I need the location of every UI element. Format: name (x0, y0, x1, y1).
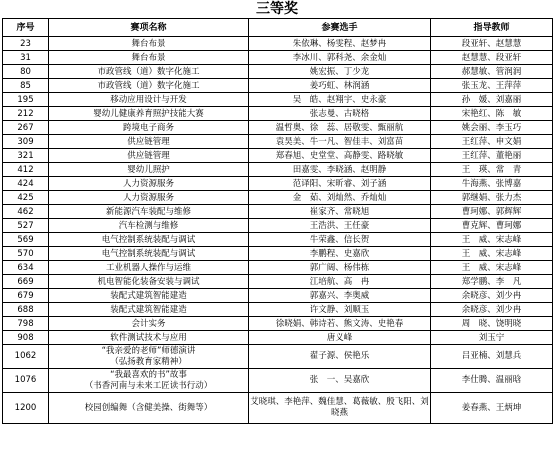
row-number: 212 (3, 107, 49, 121)
teachers: 王 威、宋志峰 (431, 261, 553, 275)
event-name: 新能源汽车装配与维修 (49, 205, 249, 219)
row-number: 425 (3, 191, 49, 205)
row-number: 23 (3, 37, 49, 51)
teachers: 王 威、宋志峰 (431, 233, 553, 247)
teachers: 余晓彦、刘少冉 (431, 289, 553, 303)
teachers: 余晓彦、刘少冉 (431, 303, 553, 317)
players: 江培航、高 冉 (249, 275, 431, 289)
award-table (2, 18, 553, 424)
row-number: 798 (3, 317, 49, 331)
row-number: 321 (3, 149, 49, 163)
row-number: 1076 (3, 369, 49, 393)
players: 李冰川、郭科尧、余金灿 (249, 51, 431, 65)
row-number: 570 (3, 247, 49, 261)
teachers: 李仕腾、温丽晗 (431, 369, 553, 393)
header-no: 序号 (3, 19, 49, 37)
players: 朱依琳、杨雯程、赵梦冉 (249, 37, 431, 51)
table-row (3, 275, 553, 289)
table-row (3, 149, 553, 163)
table-row (3, 37, 553, 51)
teachers: 王红萍、董艳丽 (431, 149, 553, 163)
teachers: 刘玉宁 (431, 331, 553, 345)
row-number: 462 (3, 205, 49, 219)
event-name: 移动应用设计与开发 (49, 93, 249, 107)
teachers: 吕亚楠、刘慧兵 (431, 345, 553, 369)
teachers: 周 晓、饶明晓 (431, 317, 553, 331)
players: 徐晓娟、韩诗若、熊文涛、史艳春 (249, 317, 431, 331)
players: 张志曼、古晓格 (249, 107, 431, 121)
row-number: 31 (3, 51, 49, 65)
teachers: 曹珂娜、郭辉辉 (431, 205, 553, 219)
teachers: 宋艳红、陈 敏 (431, 107, 553, 121)
event-name: 市政管线（道）数字化施工 (49, 79, 249, 93)
teachers: 郭继娟、张力杰 (431, 191, 553, 205)
header-players: 参赛选手 (249, 19, 431, 37)
players: 王浩洪、王任豪 (249, 219, 431, 233)
players: 艾晓琪、李艳萍、魏佳慧、葛薇敏、殷飞阳、刘晓燕 (249, 393, 431, 424)
teachers: 赵慧慧、段亚轩 (431, 51, 553, 65)
table-row (3, 219, 553, 233)
row-number: 634 (3, 261, 49, 275)
players: 郭嘉兴、李奥威 (249, 289, 431, 303)
players: 张 一、吴嘉欣 (249, 369, 431, 393)
row-number: 527 (3, 219, 49, 233)
table-row (3, 345, 553, 369)
page-title: 三等奖 (256, 1, 298, 17)
table-row (3, 79, 553, 93)
players: 姚宏振、丁少龙 (249, 65, 431, 79)
table-row (3, 51, 553, 65)
row-number: 424 (3, 177, 49, 191)
row-number: 195 (3, 93, 49, 107)
row-number: 1200 (3, 393, 49, 424)
table-row (3, 393, 553, 424)
teachers: 王 瑛、常 青 (431, 163, 553, 177)
event-name: 装配式建筑智能建造 (49, 289, 249, 303)
teachers: 孙 媛、刘嘉丽 (431, 93, 553, 107)
row-number: 1062 (3, 345, 49, 369)
players: 唐义峰 (249, 331, 431, 345)
row-number: 85 (3, 79, 49, 93)
players: 金 茹、刘灿然、乔灿灿 (249, 191, 431, 205)
row-number: 688 (3, 303, 49, 317)
table-row (3, 303, 553, 317)
event-name: 供应链管理 (49, 149, 249, 163)
table-row (3, 233, 553, 247)
teachers: 姚会丽、李玉巧 (431, 121, 553, 135)
event-name: 供应链管理 (49, 135, 249, 149)
players: 田嘉雯、李晓涵、赵明静 (249, 163, 431, 177)
event-name: “我亲爱的老师”师德演讲 （弘扬教育家精神） (49, 345, 249, 369)
players: 李鹏程、史嘉欣 (249, 247, 431, 261)
event-name: 校园创编舞（含健美操、街舞等） (49, 393, 249, 424)
event-name: 市政管线（道）数字化施工 (49, 65, 249, 79)
players: 温哲奥、徐 蕊、居敬雯、甄丽航 (249, 121, 431, 135)
row-number: 908 (3, 331, 49, 345)
event-name: 舞台布景 (49, 37, 249, 51)
players: 吴 皓、赵翔宇、史永豪 (249, 93, 431, 107)
players: 崔家齐、常晓旭 (249, 205, 431, 219)
table-row (3, 107, 553, 121)
table-row (3, 261, 553, 275)
event-name: 电气控制系统装配与调试 (49, 233, 249, 247)
row-number: 412 (3, 163, 49, 177)
table-row (3, 121, 553, 135)
teachers: 姜春燕、王炳坤 (431, 393, 553, 424)
row-number: 309 (3, 135, 49, 149)
players: 姜巧虹、林润涵 (249, 79, 431, 93)
event-name: 跨境电子商务 (49, 121, 249, 135)
teachers: 张玉龙、王萍萍 (431, 79, 553, 93)
players: 牛荣鑫、信长贺 (249, 233, 431, 247)
teachers: 郑学鹏、李 凡 (431, 275, 553, 289)
event-name: 电气控制系统装配与调试 (49, 247, 249, 261)
row-number: 669 (3, 275, 49, 289)
table-row (3, 317, 553, 331)
table-row (3, 135, 553, 149)
teachers: 牛海燕、张博嘉 (431, 177, 553, 191)
event-name: 婴幼儿健康养育照护技能大赛 (49, 107, 249, 121)
table-row (3, 93, 553, 107)
table-row (3, 205, 553, 219)
table-row (3, 369, 553, 393)
players: 郭广阔、杨伟栋 (249, 261, 431, 275)
event-name: 舞台布景 (49, 51, 249, 65)
row-number: 267 (3, 121, 49, 135)
teachers: 王 威、宋志峰 (431, 247, 553, 261)
teachers: 王红萍、申文娟 (431, 135, 553, 149)
event-name: 会计实务 (49, 317, 249, 331)
players: 范译阳、宋昕睿、刘子涵 (249, 177, 431, 191)
row-number: 569 (3, 233, 49, 247)
event-name: 软件测试技术与应用 (49, 331, 249, 345)
table-row (3, 177, 553, 191)
players: 许文静、刘顺玉 (249, 303, 431, 317)
players: 翟子源、侯艳乐 (249, 345, 431, 369)
row-number: 80 (3, 65, 49, 79)
event-name: 汽车检测与维修 (49, 219, 249, 233)
table-row (3, 247, 553, 261)
header-teachers: 指导教师 (431, 19, 553, 37)
players: 郑春旭、史堂堂、高静雯、路晓敏 (249, 149, 431, 163)
row-number: 679 (3, 289, 49, 303)
table-row (3, 65, 553, 79)
teachers: 曹克辉、曹珂娜 (431, 219, 553, 233)
event-name: 婴幼儿照护 (49, 163, 249, 177)
table-row (3, 191, 553, 205)
table-row (3, 331, 553, 345)
table-body (3, 37, 553, 424)
teachers: 段亚轩、赵慧慧 (431, 37, 553, 51)
event-name: 人力资源服务 (49, 177, 249, 191)
event-name: 工业机器人操作与运维 (49, 261, 249, 275)
teachers: 郝慧敏、管润润 (431, 65, 553, 79)
table-row (3, 289, 553, 303)
event-name: 装配式建筑智能建造 (49, 303, 249, 317)
players: 袁昊美、牛一凡、智佳丰、刘富苗 (249, 135, 431, 149)
table-row (3, 163, 553, 177)
event-name: 人力资源服务 (49, 191, 249, 205)
table-header-row (3, 19, 553, 37)
event-name: “我最喜欢的书”故事 （书香河南与未来工匠读书行动） (49, 369, 249, 393)
header-event: 赛项名称 (49, 19, 249, 37)
event-name: 机电智能化装备安装与调试 (49, 275, 249, 289)
